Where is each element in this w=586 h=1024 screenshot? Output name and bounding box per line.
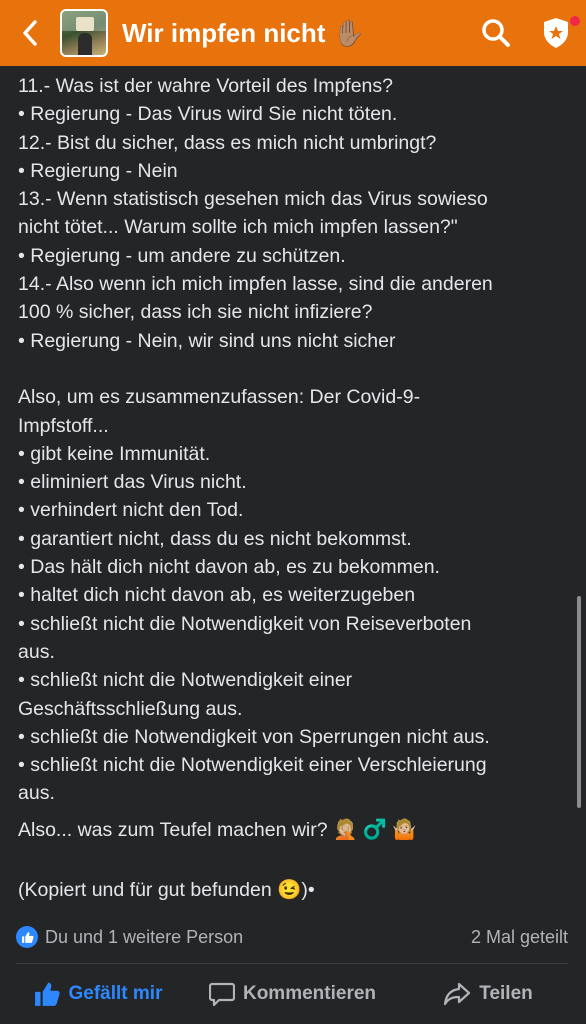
post-line: • schließt die Notwendigkeit von Sperrungen nicht aus. <box>18 725 490 748</box>
scrollbar[interactable] <box>577 596 581 808</box>
post-line: • schließt nicht die Notwendigkeit einer Verschleierung <box>18 754 487 777</box>
thumbs-up-icon <box>33 981 61 1007</box>
search-icon <box>481 18 511 48</box>
group-avatar[interactable] <box>60 9 108 57</box>
post-line: • Regierung - Nein, wir sind uns nicht sicher <box>18 329 396 352</box>
like-label: Gefällt mir <box>68 983 163 1004</box>
post-line: aus. <box>18 640 55 663</box>
post-body <box>18 72 573 905</box>
shield-star-icon <box>541 16 571 50</box>
back-button[interactable] <box>0 0 60 66</box>
post-line: 11.- Was ist der wahre Vorteil des Impfens? <box>18 75 393 97</box>
post-line: 12.- Bist du sicher, dass es mich nicht umbringt? <box>18 131 437 154</box>
action-bar <box>0 966 586 1022</box>
share-icon <box>443 981 471 1007</box>
admin-tools-button[interactable] <box>526 0 586 66</box>
search-button[interactable] <box>466 0 526 66</box>
post-line: 14.- Also wenn ich mich impfen lasse, sind die anderen <box>18 273 493 296</box>
post-line: aus. <box>18 782 55 805</box>
post-line: • Das hält dich nicht davon ab, es zu bekommen. <box>18 556 440 579</box>
post-line: 100 % sicher, dass ich sie nicht infiziere? <box>18 301 373 324</box>
post-line: • verhindert nicht den Tod. <box>18 499 244 522</box>
divider <box>16 963 568 964</box>
top-bar <box>0 0 586 66</box>
like-reaction-icon <box>16 926 38 948</box>
post-line: Also, um es zusammenzufassen: Der Covid-9- <box>18 386 421 409</box>
thumbs-up-icon <box>21 931 34 944</box>
post-line: Geschäftsschließung aus. <box>18 697 243 720</box>
comment-label: Kommentieren <box>242 983 377 1004</box>
post-line: • schließt nicht die Notwendigkeit einer <box>18 669 353 692</box>
chevron-left-icon <box>22 20 38 46</box>
post-line: • schließt nicht die Notwendigkeit von Reiseverboten <box>18 612 472 635</box>
post-line: Impfstoff... <box>18 414 109 437</box>
notification-dot <box>568 14 582 28</box>
post-line: 13.- Wenn statistisch gesehen mich das Virus sowieso <box>18 188 488 211</box>
closing-question: Also... was zum Teufel machen wir? 🤦🏼 ♂️ 🤷🏼 <box>18 818 417 841</box>
share-button[interactable] <box>390 966 586 1022</box>
group-title[interactable]: Wir impfen nicht ✋🏽 <box>122 17 366 48</box>
post-line: • haltet dich nicht davon ab, es weiterzugeben <box>18 584 416 607</box>
shares-count[interactable]: 2 Mal geteilt <box>470 926 568 947</box>
post-line <box>18 355 573 383</box>
like-button[interactable] <box>0 966 195 1022</box>
comment-button[interactable] <box>195 966 390 1022</box>
post-line: • Regierung - Nein <box>18 159 178 182</box>
share-label: Teilen <box>479 983 533 1004</box>
comment-icon <box>209 981 235 1007</box>
post-line: • Regierung - um andere zu schützen. <box>18 244 346 267</box>
signoff-line: (Kopiert und für gut befunden 😉)• <box>18 879 315 902</box>
reactors-text[interactable]: Du und 1 weitere Person <box>45 926 244 947</box>
post-line: • Regierung - Das Virus wird Sie nicht töten. <box>18 103 398 126</box>
post-line: • eliminiert das Virus nicht. <box>18 471 247 494</box>
post-line: • garantiert nicht, dass du es nicht bekommst. <box>18 527 412 550</box>
reactions-row <box>16 922 568 952</box>
post-line: • gibt keine Immunität. <box>18 442 211 465</box>
post-line: nicht tötet... Warum sollte ich mich impfen lassen?" <box>18 216 458 239</box>
